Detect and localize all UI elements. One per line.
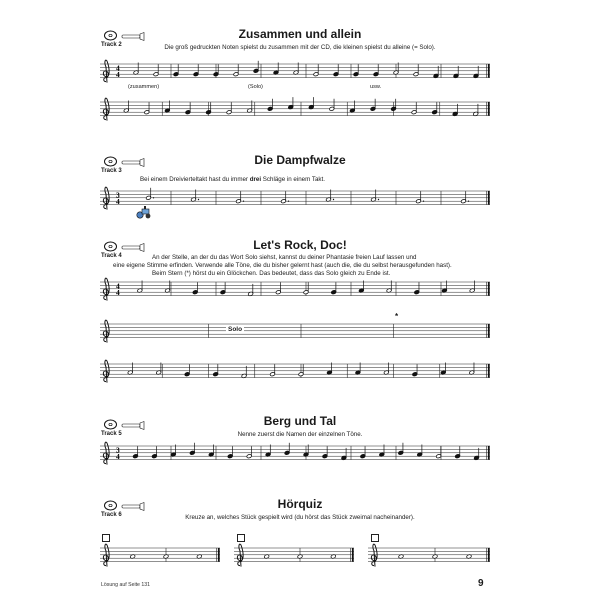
cd-icon bbox=[104, 499, 117, 512]
clarinet-icon bbox=[121, 32, 145, 41]
treble-clef-icon bbox=[103, 544, 109, 567]
section-description: Kreuze an, welches Stück gespielt wird (du hörst das Stück zweimal nacheinander). bbox=[185, 514, 415, 521]
quiz-checkbox-3[interactable] bbox=[371, 534, 379, 542]
treble-clef-icon bbox=[371, 544, 377, 567]
note-dot bbox=[288, 201, 289, 202]
treble-clef-icon bbox=[103, 98, 109, 121]
track-label: Track 6 bbox=[101, 512, 122, 518]
staff-rock-2 bbox=[100, 318, 490, 358]
clarinet-icon bbox=[121, 502, 145, 511]
note-dot bbox=[243, 201, 244, 202]
note-dot bbox=[378, 199, 379, 200]
section-title: Let's Rock, Doc! bbox=[253, 238, 347, 252]
section-description: Die groß gedruckten Noten spielst du zusammen mit der CD, die kleinen spielst du alleine (= Solo). bbox=[164, 44, 436, 51]
time-signature-top: 4 bbox=[116, 63, 120, 73]
staff-berg-tal bbox=[100, 440, 490, 480]
annotation-solo: (Solo) bbox=[248, 84, 263, 90]
track-label: Track 4 bbox=[101, 253, 122, 259]
annotation-usw: usw. bbox=[370, 84, 382, 90]
time-signature-bottom: 4 bbox=[116, 288, 120, 298]
section-description bbox=[140, 176, 325, 184]
quiz-checkbox-1[interactable] bbox=[102, 534, 110, 542]
time-signature-top: 4 bbox=[116, 281, 120, 291]
footer-solution-note: Lösung auf Seite 131 bbox=[101, 582, 151, 588]
section-description-line-1: An der Stelle, an der du das Wort Solo siehst, kannst du deiner Phantasie freien Lauf lassen und bbox=[152, 254, 417, 261]
page-number: 9 bbox=[478, 578, 484, 589]
time-signature-bottom: 4 bbox=[116, 452, 120, 462]
track-label: Track 5 bbox=[101, 431, 122, 437]
time-signature-top: 3 bbox=[116, 190, 120, 200]
staff-dampfwalze bbox=[100, 185, 490, 225]
section-title: Hörquiz bbox=[277, 497, 323, 511]
staff-quiz-1 bbox=[100, 542, 220, 582]
staff-rock-1 bbox=[100, 276, 490, 316]
section-description-line-2: eine eigene Stimme erfinden. Verwende alle Töne, die du bisher gelernt hast (auch die, die du selbst herausgefunden hast). bbox=[113, 262, 452, 269]
cd-icon bbox=[104, 29, 117, 42]
section-description: Nenne zuerst die Namen der einzelnen Töne. bbox=[237, 431, 363, 438]
cd-icon bbox=[104, 155, 117, 168]
section-description-line-3: Beim Stern (*) hörst du ein Glöckchen. Das bedeutet, dass das Solo gleich zu Ende ist. bbox=[152, 270, 391, 277]
clarinet-icon bbox=[121, 243, 145, 252]
note-dot bbox=[423, 201, 424, 202]
section-title: Die Dampfwalze bbox=[254, 153, 346, 167]
quiz-checkbox-2[interactable] bbox=[237, 534, 245, 542]
time-signature-top: 3 bbox=[116, 445, 120, 455]
staff-quiz-2 bbox=[234, 542, 354, 582]
staff-quiz-3 bbox=[368, 542, 490, 582]
description-emphasis: drei bbox=[249, 176, 262, 183]
note-dot bbox=[468, 201, 469, 202]
staff-rock-3 bbox=[100, 358, 490, 398]
bell-star: * bbox=[395, 312, 399, 321]
note-dot bbox=[153, 197, 154, 198]
section-title: Zusammen und allein bbox=[238, 27, 362, 41]
treble-clef-icon bbox=[103, 360, 109, 383]
clarinet-icon bbox=[121, 158, 145, 167]
section-title: Berg und Tal bbox=[263, 414, 337, 428]
note-dot bbox=[198, 199, 199, 200]
note-dot bbox=[333, 199, 334, 200]
treble-clef-icon bbox=[103, 278, 109, 301]
time-signature-bottom: 4 bbox=[116, 197, 120, 207]
treble-clef-icon bbox=[103, 60, 109, 83]
track-label: Track 3 bbox=[101, 168, 122, 174]
cd-icon bbox=[104, 418, 117, 431]
description-text: Bei einem Dreivierteltakt hast du immer bbox=[140, 176, 250, 183]
track-label: Track 2 bbox=[101, 42, 122, 48]
treble-clef-icon bbox=[103, 442, 109, 465]
cd-icon bbox=[104, 240, 117, 253]
solo-label: Solo bbox=[228, 326, 243, 333]
treble-clef-icon bbox=[237, 544, 243, 567]
clarinet-icon bbox=[121, 421, 145, 430]
time-signature-bottom: 4 bbox=[116, 70, 120, 80]
treble-clef-icon bbox=[103, 320, 109, 343]
annotation-zusammen: (zusammen) bbox=[128, 84, 160, 90]
description-text: Schläge in einem Takt. bbox=[261, 176, 325, 183]
staff-zusammen-1 bbox=[100, 58, 490, 98]
treble-clef-icon bbox=[103, 187, 109, 210]
staff-zusammen-2 bbox=[100, 96, 490, 136]
